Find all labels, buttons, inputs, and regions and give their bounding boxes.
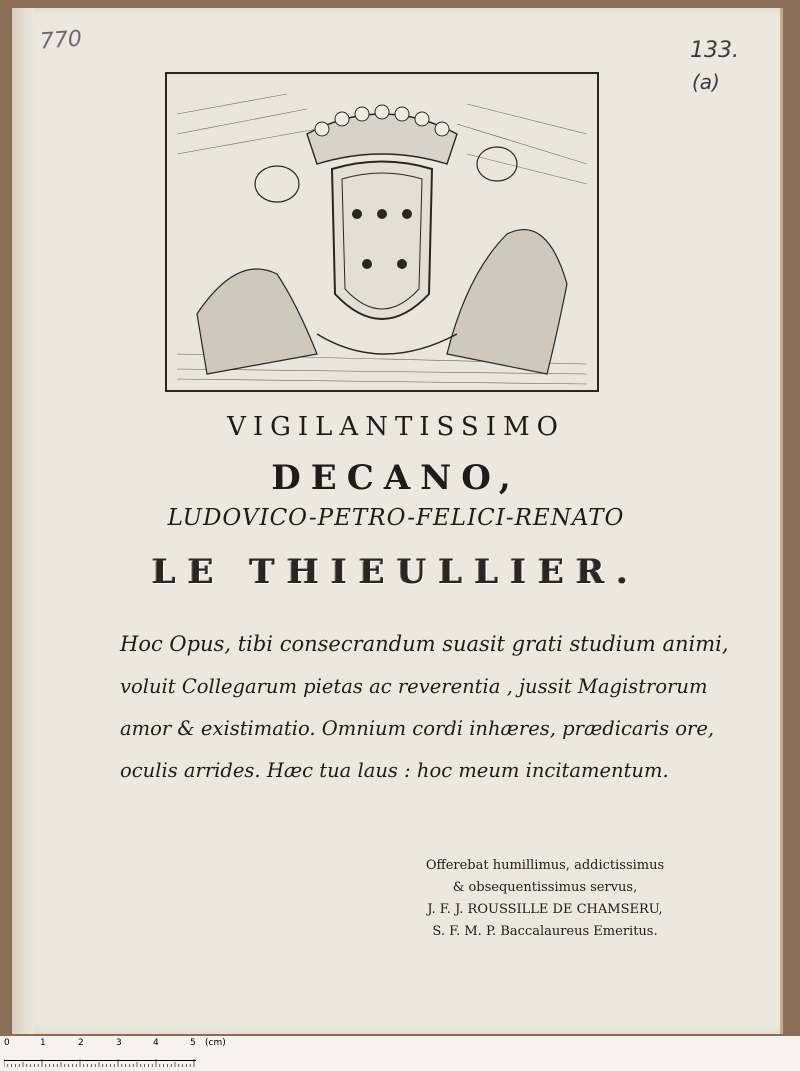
catalog-sub-note: (a)	[692, 70, 720, 94]
ruler-tick-3: 3	[116, 1038, 122, 1048]
pencil-number-note: 770	[39, 26, 83, 55]
ruler-tick-4: 4	[153, 1038, 159, 1048]
ruler-tick-0: 0	[4, 1038, 10, 1048]
ruler-unit: (cm)	[205, 1038, 226, 1048]
signature-line-1: Offerebat humillimus, addictissimus	[425, 858, 665, 873]
ruler-bar	[4, 1052, 196, 1061]
dedication-line-4: oculis arrides. Hæc tua laus : hoc meum incitamentum.	[120, 759, 669, 782]
dedication-line-1: Hoc Opus, tibi consecrandum suasit grati studium animi,	[120, 632, 729, 656]
catalog-number-note: 133.	[690, 38, 739, 63]
scale-ruler	[0, 1036, 800, 1068]
engraving-illustration	[167, 74, 597, 390]
signature-line-3: J. F. J. ROUSSILLE DE CHAMSERU,	[427, 902, 663, 917]
dedication-line-2: voluit Collegarum pietas ac reverentia , jussit Magistrorum	[120, 675, 708, 698]
ruler-ticks-graphic	[4, 1059, 196, 1067]
heading-vigilantissimo: VIGILANTISSIMO	[227, 412, 565, 442]
signature-line-4: S. F. M. P. Baccalaureus Emeritus.	[432, 924, 658, 939]
signature-line-2: & obsequentissimus servus,	[452, 880, 638, 895]
heading-surname: LE THIEULLIER.	[151, 552, 641, 592]
coat-of-arms-engraving	[165, 72, 599, 392]
ruler-tick-5: 5	[190, 1038, 196, 1048]
ruler-tick-1: 1	[40, 1038, 46, 1048]
heading-decano: DECANO,	[271, 458, 521, 498]
dedication-line-3: amor & existimatio. Omnium cordi inhæres, prædicaris ore,	[120, 717, 715, 740]
ruler-tick-2: 2	[78, 1038, 84, 1048]
heading-full-name: LUDOVICO-PETRO-FELICI-RENATO	[167, 505, 625, 531]
